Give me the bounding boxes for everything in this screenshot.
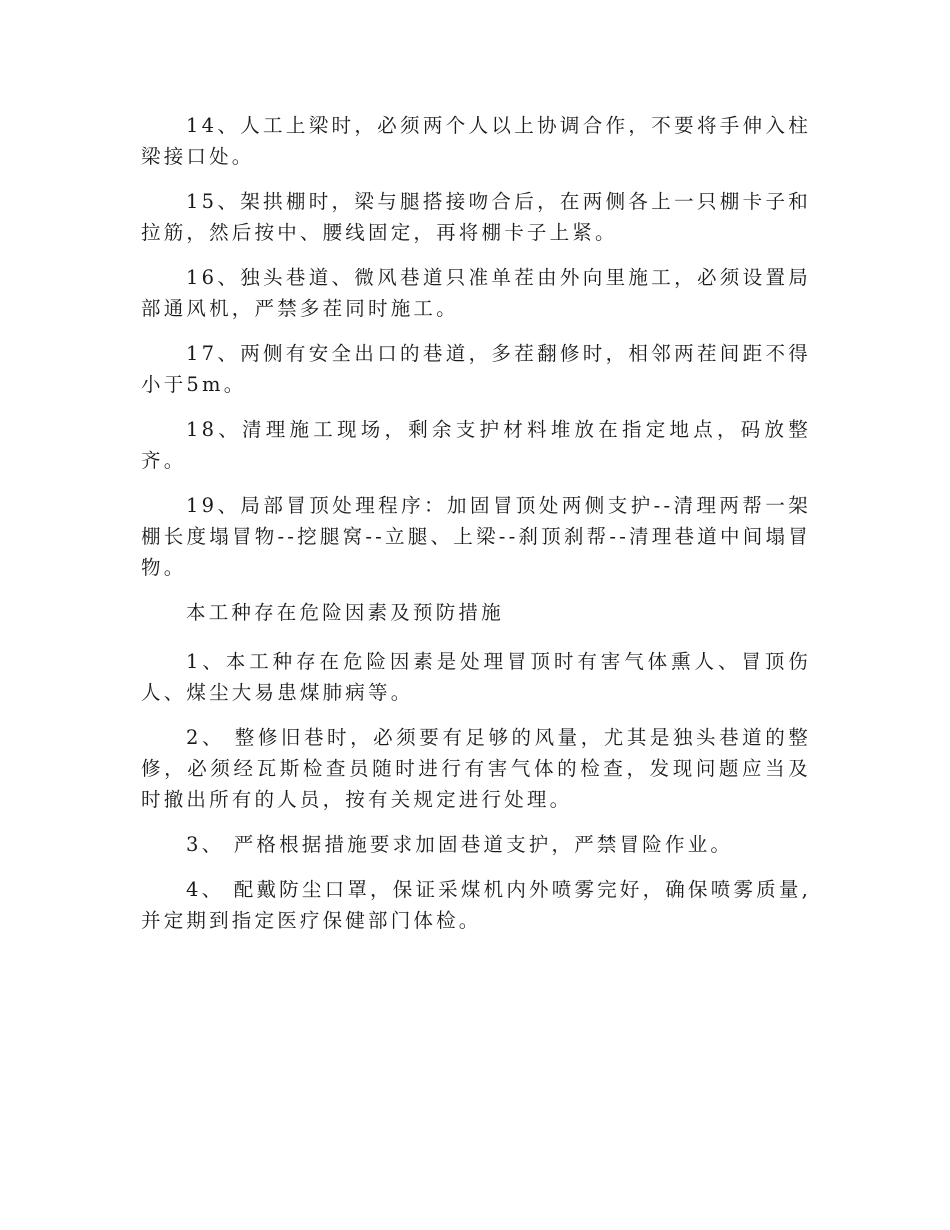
paragraph-18: 18、清理施工现场，剩余支护材料堆放在指定地点，码放整齐。 — [141, 418, 811, 472]
paragraph-19: 19、局部冒顶处理程序：加固冒顶处两侧支护--清理两帮一架棚长度塌冒物--挖腿窝--立腿、上梁--刹顶刹帮--清理巷道中间塌冒物。 — [141, 494, 811, 579]
risk-item-3: 3、 严格根据措施要求加固巷道支护，严禁冒险作业。 — [186, 833, 734, 856]
risk-item-1: 1、本工种存在危险因素是处理冒顶时有害气体熏人、冒顶伤人、煤尘大易患煤肺病等。 — [141, 650, 811, 704]
paragraph-16: 16、独头巷道、微风巷道只准单茬由外向里施工，必须设置局部通风机，严禁多茬同时施工。 — [141, 266, 811, 320]
risk-item-4: 4、 配戴防尘口罩，保证采煤机内外喷雾完好，确保喷雾质量,并定期到指定医疗保健部门体检。 — [141, 878, 811, 932]
paragraph-15: 15、架拱棚时，梁与腿搭接吻合后，在两侧各上一只棚卡子和拉筋，然后按中、腰线固定，再将棚卡子上紧。 — [141, 190, 811, 244]
section-heading: 本工种存在危险因素及预防措施 — [186, 601, 504, 624]
paragraph-17: 17、两侧有安全出口的巷道，多茬翻修时，相邻两茬间距不得小于5m。 — [141, 342, 811, 396]
risk-item-2: 2、 整修旧巷时，必须要有足够的风量，尤其是独头巷道的整修，必须经瓦斯检查员随时进行有害气体的检查，发现问题应当及时撤出所有的人员，按有关规定进行处理。 — [141, 726, 811, 811]
paragraph-14: 14、人工上梁时，必须两个人以上协调合作，不要将手伸入柱梁接口处。 — [141, 114, 811, 168]
document-body — [141, 110, 811, 950]
